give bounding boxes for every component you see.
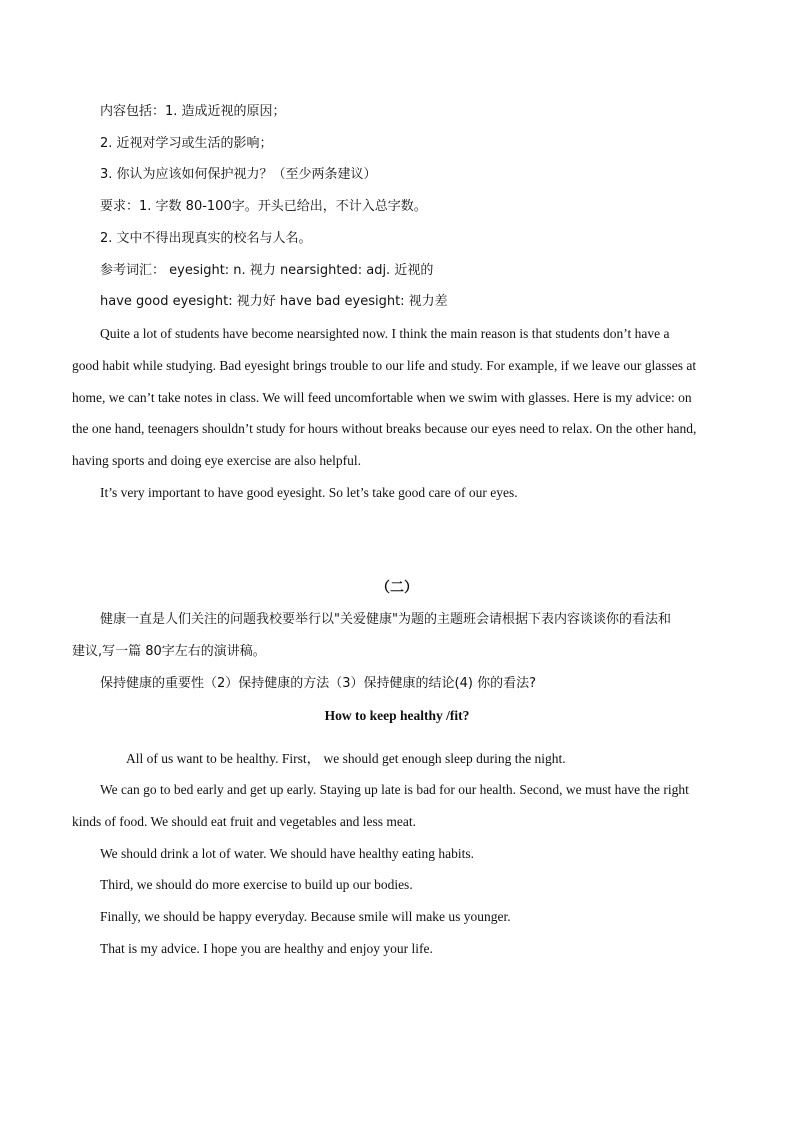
requirement-line: 3. 你认为应该如何保护视力？（至少两条建议） — [100, 167, 377, 182]
requirement-line: 内容包括：1. 造成近视的原因； — [100, 104, 286, 119]
essay-line: having sports and doing eye exercise are also helpful. — [72, 453, 362, 468]
requirement-line: 2. 近视对学习或生活的影响； — [100, 136, 273, 151]
essay-line: home, we can’t take notes in class. We will feed uncomfortable when we swim with glasses. Here is my advice: on — [72, 390, 692, 405]
essay-line: That is my advice. I hope you are healthy and enjoy your life. — [100, 941, 433, 956]
section-heading: （二） — [376, 580, 418, 596]
essay-closing: It’s very important to have good eyesight. So let’s take good care of our eyes. — [100, 485, 518, 500]
vocabulary-line: have good eyesight: 视力好 have bad eyesight: 视力差 — [100, 294, 448, 309]
requirement-line: 2. 文中不得出现真实的校名与人名。 — [100, 231, 312, 246]
essay-line: Finally, we should be happy everyday. Because smile will make us younger. — [100, 909, 511, 924]
requirement-line: 要求：1. 字数 80-100字。开头已给出，不计入总字数。 — [100, 199, 427, 214]
vocabulary-line: 参考词汇： eyesight: n. 视力 nearsighted: adj. 近视的 — [100, 263, 434, 278]
essay-line: Quite a lot of students have become nearsighted now. I think the main reason is that students don’t have a — [100, 326, 670, 341]
essay-title: How to keep healthy /fit? — [324, 708, 470, 723]
essay-line: Third, we should do more exercise to build up our bodies. — [100, 877, 413, 892]
prompt-line: 保持健康的重要性（2）保持健康的方法（3）保持健康的结论(4) 你的看法? — [100, 676, 536, 691]
prompt-line: 建议,写一篇 80字左右的演讲稿。 — [72, 644, 266, 659]
essay-line: All of us want to be healthy. First， we should get enough sleep during the night. — [126, 751, 566, 766]
essay-line: kinds of food. We should eat fruit and vegetables and less meat. — [72, 814, 416, 829]
prompt-line: 健康一直是人们关注的问题我校要举行以"关爱健康"为题的主题班会请根据下表内容谈谈你的看法和 — [100, 612, 671, 627]
essay-line: good habit while studying. Bad eyesight brings trouble to our life and study. For example, if we leave our glasses at — [72, 358, 697, 373]
essay-line: We can go to bed early and get up early. Staying up late is bad for our health. Second, we must have the right — [100, 782, 689, 797]
essay-line: We should drink a lot of water. We should have healthy eating habits. — [100, 846, 474, 861]
essay-line: the one hand, teenagers shouldn’t study for hours without breaks because our eyes need to relax. On the other hand, — [72, 421, 697, 436]
